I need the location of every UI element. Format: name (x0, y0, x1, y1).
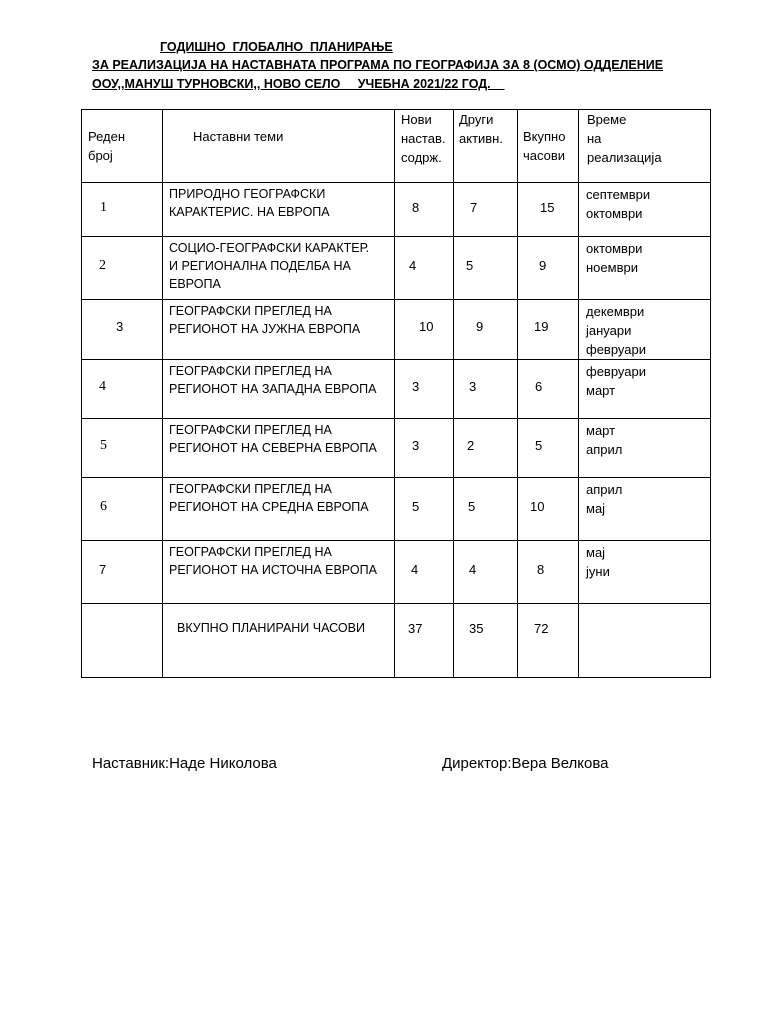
table-row (82, 300, 711, 360)
summary-empty-cell (82, 604, 163, 678)
realization-months: мај јуни (586, 545, 610, 579)
other-activities-hours: 7 (470, 200, 478, 215)
new-content-hours-cell (395, 419, 454, 478)
new-content-hours-cell (395, 360, 454, 419)
topic-text: ГЕОГРАФСКИ ПРЕГЛЕД НА РЕГИОНОТ НА СРЕДНА ЕВРОПА (169, 482, 369, 514)
total-hours-cell (518, 237, 579, 300)
order-cell (82, 419, 163, 478)
topic-cell (163, 360, 395, 419)
months-cell (579, 419, 711, 478)
topic-text: ПРИРОДНО ГЕОГРАФСКИ КАРАКТЕРИС. НА ЕВРОПА (169, 187, 330, 219)
other-activities-hours: 4 (469, 562, 477, 577)
total-hours: 8 (537, 562, 545, 577)
other-activities-hours-cell (454, 237, 518, 300)
summary-other-activities-hours-cell (454, 604, 518, 678)
other-activities-hours: 3 (469, 379, 477, 394)
table-row (82, 419, 711, 478)
summary-months-cell (579, 604, 711, 678)
order-number: 4 (99, 379, 106, 394)
new-content-hours-cell (395, 183, 454, 237)
months-cell (579, 237, 711, 300)
header-cell-other (454, 110, 518, 183)
total-hours-cell (518, 183, 579, 237)
total-hours-cell (518, 541, 579, 604)
order-number: 1 (100, 200, 107, 215)
total-hours: 15 (540, 200, 555, 215)
new-content-hours-cell (395, 300, 454, 360)
months-cell (579, 300, 711, 360)
order-number: 2 (99, 258, 106, 273)
summary-other-activities-hours: 35 (469, 621, 484, 636)
realization-months: септември октомври (586, 187, 651, 221)
topic-cell (163, 541, 395, 604)
table-row (82, 541, 711, 604)
total-hours-cell (518, 478, 579, 541)
school-year-line: ООУ,,МАНУШ ТУРНОВСКИ,, НОВО СЕЛО УЧЕБНА 2021/22 ГОД. (92, 77, 505, 91)
summary-new-content-hours: 37 (408, 621, 423, 636)
new-content-hours: 3 (412, 438, 420, 453)
order-number: 6 (100, 499, 107, 514)
order-cell (82, 237, 163, 300)
teacher-signature: Наставник:Наде Николова (92, 755, 277, 772)
summary-label-cell (163, 604, 395, 678)
months-cell (579, 478, 711, 541)
total-hours: 19 (534, 319, 549, 334)
header-cell-order (82, 110, 163, 183)
new-content-hours: 4 (409, 258, 417, 273)
order-number: 5 (100, 438, 107, 453)
order-cell (82, 300, 163, 360)
topic-text: ГЕОГРАФСКИ ПРЕГЛЕД НА РЕГИОНОТ НА ЈУЖНА ЕВРОПА (169, 304, 361, 336)
order-number: 7 (99, 562, 107, 577)
header-total-label: Вкупно часови (523, 129, 566, 163)
topic-text: СОЦИО-ГЕОГРАФСКИ КАРАКТЕР. И РЕГИОНАЛНА ПОДЕЛБА НА ЕВРОПА (169, 241, 370, 291)
summary-row (82, 604, 711, 678)
topic-cell (163, 183, 395, 237)
header-other-label: Други активн. (459, 112, 503, 146)
header-topics-label: Наставни теми (193, 129, 284, 144)
total-hours-cell (518, 360, 579, 419)
other-activities-hours-cell (454, 478, 518, 541)
header-time-label: Време на реализација (587, 112, 662, 165)
other-activities-hours-cell (454, 419, 518, 478)
header-new-content-label: Нови настав. содрж. (401, 112, 446, 165)
other-activities-hours: 2 (467, 438, 475, 453)
other-activities-hours: 5 (468, 499, 476, 514)
header-cell-time (579, 110, 711, 183)
new-content-hours-cell (395, 237, 454, 300)
total-hours: 10 (530, 499, 545, 514)
new-content-hours: 5 (412, 499, 420, 514)
table-row (82, 183, 711, 237)
realization-months: октомври ноември (586, 241, 643, 275)
plan-table (81, 109, 711, 678)
header-cell-total (518, 110, 579, 183)
total-hours: 5 (535, 438, 543, 453)
table-row (82, 237, 711, 300)
topic-text: ГЕОГРАФСКИ ПРЕГЛЕД НА РЕГИОНОТ НА СЕВЕРНА ЕВРОПА (169, 423, 377, 455)
total-hours: 9 (539, 258, 547, 273)
other-activities-hours-cell (454, 541, 518, 604)
header-order-label: Реден број (88, 129, 126, 163)
header-cell-topics (163, 110, 395, 183)
new-content-hours: 8 (412, 200, 420, 215)
document-title: ГОДИШНО ГЛОБАЛНО ПЛАНИРАЊЕ (160, 40, 393, 54)
director-signature: Директор:Вера Велкова (442, 755, 609, 772)
header-cell-new-content (395, 110, 454, 183)
summary-total-hours-cell (518, 604, 579, 678)
order-cell (82, 183, 163, 237)
other-activities-hours: 9 (476, 319, 484, 334)
months-cell (579, 541, 711, 604)
realization-months: април мај (586, 482, 623, 516)
table-row (82, 360, 711, 419)
months-cell (579, 183, 711, 237)
table-row (82, 478, 711, 541)
topic-text: ГЕОГРАФСКИ ПРЕГЛЕД НА РЕГИОНОТ НА ЗАПАДНА ЕВРОПА (169, 364, 377, 396)
topic-cell (163, 237, 395, 300)
summary-total-hours: 72 (534, 621, 549, 636)
new-content-hours: 10 (419, 319, 434, 334)
summary-label: ВКУПНО ПЛАНИРАНИ ЧАСОВИ (177, 621, 365, 635)
order-cell (82, 541, 163, 604)
new-content-hours: 4 (411, 562, 419, 577)
total-hours-cell (518, 300, 579, 360)
other-activities-hours: 5 (466, 258, 474, 273)
other-activities-hours-cell (454, 300, 518, 360)
other-activities-hours-cell (454, 360, 518, 419)
topic-cell (163, 419, 395, 478)
table-header-row (82, 110, 711, 183)
realization-months: февруари март (586, 364, 646, 398)
order-cell (82, 360, 163, 419)
topic-text: ГЕОГРАФСКИ ПРЕГЛЕД НА РЕГИОНОТ НА ИСТОЧНА ЕВРОПА (169, 545, 377, 577)
new-content-hours: 3 (412, 379, 420, 394)
realization-months: март април (586, 423, 623, 457)
new-content-hours-cell (395, 478, 454, 541)
total-hours-cell (518, 419, 579, 478)
summary-new-content-hours-cell (395, 604, 454, 678)
order-cell (82, 478, 163, 541)
realization-months: декември јануари февруари (586, 304, 646, 357)
topic-cell (163, 478, 395, 541)
other-activities-hours-cell (454, 183, 518, 237)
order-number: 3 (116, 319, 124, 334)
months-cell (579, 360, 711, 419)
topic-cell (163, 300, 395, 360)
total-hours: 6 (535, 379, 543, 394)
new-content-hours-cell (395, 541, 454, 604)
document-subtitle: ЗА РЕАЛИЗАЦИЈА НА НАСТАВНАТА ПРОГРАМА ПО ГЕОГРАФИЈА ЗА 8 (ОСМО) ОДДЕЛЕНИЕ (92, 58, 664, 72)
